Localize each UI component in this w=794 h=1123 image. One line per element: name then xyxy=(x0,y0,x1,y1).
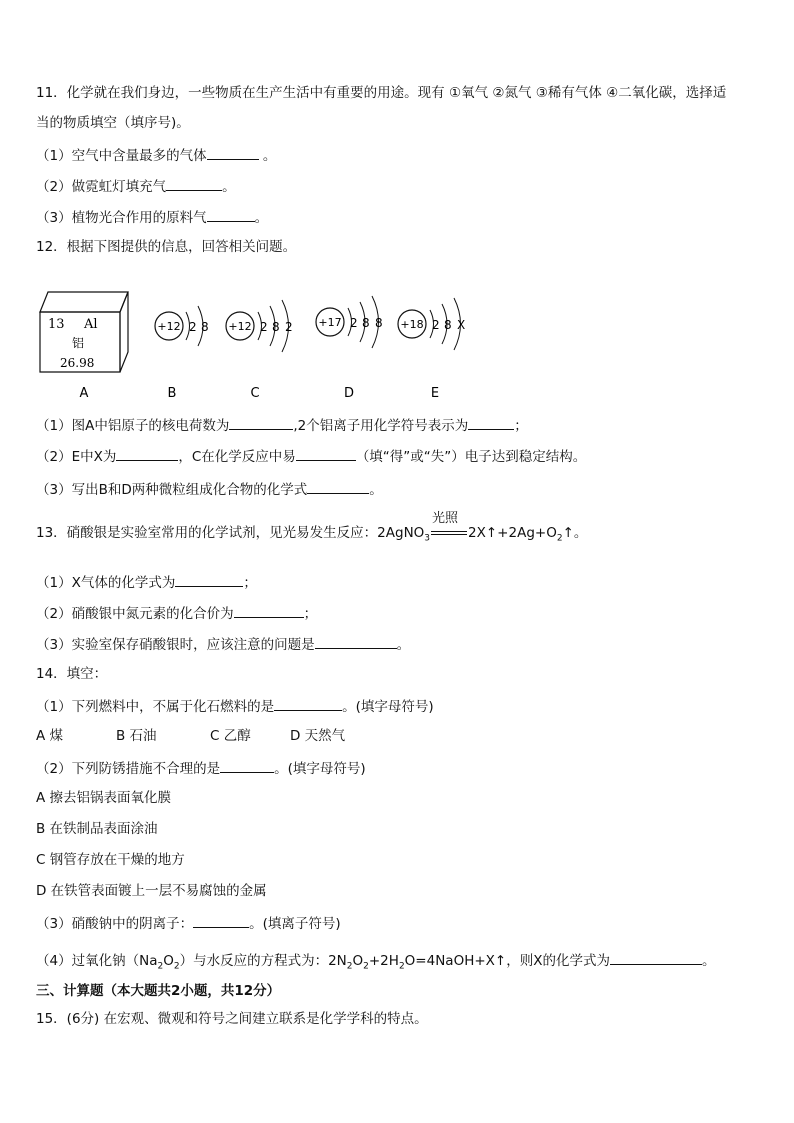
answer-blank[interactable] xyxy=(234,603,304,618)
element-name: 铝 xyxy=(72,336,85,350)
q11-stem-line1: 11．化学就在我们身边，一些物质在生产生活中有重要的用途。现有 ①氧气 ②氮气 ③稀有气体 ④二氧化碳，选择适 xyxy=(36,85,727,101)
q13-item-1: （1）X气体的化学式为 ； xyxy=(36,572,257,592)
answer-blank[interactable] xyxy=(610,950,702,965)
label-d: D xyxy=(343,386,355,401)
label-a: A xyxy=(79,386,89,401)
label-c: C xyxy=(250,386,260,401)
shell-b-2: 8 xyxy=(201,320,209,334)
element-cell-aluminum xyxy=(40,292,128,372)
q12-stem: 12．根据下图提供的信息，回答相关问题。 xyxy=(36,239,297,255)
shell-c-2: 8 xyxy=(272,320,280,334)
atom-diagram-d xyxy=(316,296,383,348)
shell-c-3: 2 xyxy=(285,320,293,334)
q14-part-4: （4）过氧化钠$(Na_2O_2)$与水反应的方程式为：$2N_2O_2+2H_2O=4NaOH+X↑$，则X的化学式为 。 xyxy=(36,950,715,976)
answer-blank[interactable] xyxy=(193,913,249,928)
q14-stem: 14．填空： xyxy=(36,666,108,682)
answer-blank[interactable] xyxy=(207,145,259,160)
option-c[interactable]: C 乙醇 xyxy=(210,728,251,744)
atom-structure-figure xyxy=(36,278,496,408)
q13-stem: 13．硝酸银是实验室常用的化学试剂，见光易发生反应：2AgNO$_3$ 光照 $2X↑+2Ag+O_2↑$。 xyxy=(36,511,588,544)
q14-p2-option-b[interactable]: B 在铁制品表面涂油 xyxy=(36,821,158,837)
option-b[interactable]: B 石油 xyxy=(116,728,157,744)
answer-blank[interactable] xyxy=(274,696,342,711)
shell-c-1: 2 xyxy=(260,320,268,334)
q12-part-2: （2）E中X为 ，C在化学反应中易 （填“得”或“失”）电子达到稳定结构。 xyxy=(36,446,586,466)
nucleus-c: +12 xyxy=(228,320,252,333)
shell-e-1: 2 xyxy=(432,318,440,332)
shell-e-3: X xyxy=(457,318,466,332)
answer-blank[interactable] xyxy=(116,446,178,461)
answer-blank[interactable] xyxy=(175,572,243,587)
q13-item-3: （3）实验室保存硝酸银时，应该注意的问题是 。 xyxy=(36,634,410,654)
shell-d-1: 2 xyxy=(350,316,358,330)
q14-part-2: （2）下列防锈措施不合理的是 。(填字母符号) xyxy=(36,758,366,778)
q12-part-1: （1）图A中铝原子的核电荷数为 ,2个铝离子用化学符号表示为 ； xyxy=(36,415,528,435)
label-e: E xyxy=(430,386,440,401)
label-b: B xyxy=(167,386,177,401)
q11-stem-line2: 当的物质填空（填序号)。 xyxy=(36,115,190,131)
option-a[interactable]: A 煤 xyxy=(36,728,64,744)
q11-item-1: （1）空气中含量最多的气体 。 xyxy=(36,145,276,165)
nucleus-d: +17 xyxy=(318,316,342,329)
atom-diagram-c xyxy=(226,300,293,352)
section-heading: 三、计算题（本大题共2小题，共12分） xyxy=(36,983,281,999)
q14-p2-option-a[interactable]: A 擦去铝锅表面氧化膜 xyxy=(36,790,172,806)
q14-p2-option-d[interactable]: D 在铁管表面镀上一层不易腐蚀的金属 xyxy=(36,883,267,899)
q11-item-3: （3）植物光合作用的原料气 。 xyxy=(36,207,268,227)
answer-blank[interactable] xyxy=(229,415,293,430)
q14-part-3: （3）硝酸钠中的阴离子： 。(填离子符号) xyxy=(36,913,341,933)
q12-part-3: （3）写出B和D两种微粒组成化合物的化学式 。 xyxy=(36,479,383,499)
q11-item-2: （2）做霓虹灯填充气 。 xyxy=(36,176,236,196)
answer-blank[interactable] xyxy=(166,176,222,191)
q14-p2-option-c[interactable]: C 钢管存放在干燥的地方 xyxy=(36,852,185,868)
q13-item-2: （2）硝酸银中氮元素的化合价为 ； xyxy=(36,603,317,623)
reaction-condition: 光照 xyxy=(430,524,468,542)
shell-b-1: 2 xyxy=(189,320,197,334)
element-mass: 26.98 xyxy=(60,356,95,370)
shell-d-3: 8 xyxy=(375,316,383,330)
shell-e-2: 8 xyxy=(444,318,452,332)
atom-diagram-e xyxy=(398,298,465,350)
q15-stem: 15．(6分) 在宏观、微观和符号之间建立联系是化学学科的特点。 xyxy=(36,1011,428,1027)
nucleus-e: +18 xyxy=(400,318,424,331)
answer-blank[interactable] xyxy=(307,479,369,494)
answer-blank[interactable] xyxy=(207,207,255,222)
answer-blank[interactable] xyxy=(296,446,356,461)
q14-part-1: （1）下列燃料中，不属于化石燃料的是 。(填字母符号) xyxy=(36,696,434,716)
shell-d-2: 8 xyxy=(362,316,370,330)
atom-diagram-b xyxy=(155,306,209,346)
element-number: 13 xyxy=(48,317,65,332)
q14-p1-options xyxy=(36,727,345,745)
option-d[interactable]: D 天然气 xyxy=(290,728,346,744)
answer-blank[interactable] xyxy=(315,634,397,649)
element-symbol: Al xyxy=(84,317,98,332)
answer-blank[interactable] xyxy=(220,758,274,773)
answer-blank[interactable] xyxy=(468,415,514,430)
nucleus-b: +12 xyxy=(157,320,181,333)
